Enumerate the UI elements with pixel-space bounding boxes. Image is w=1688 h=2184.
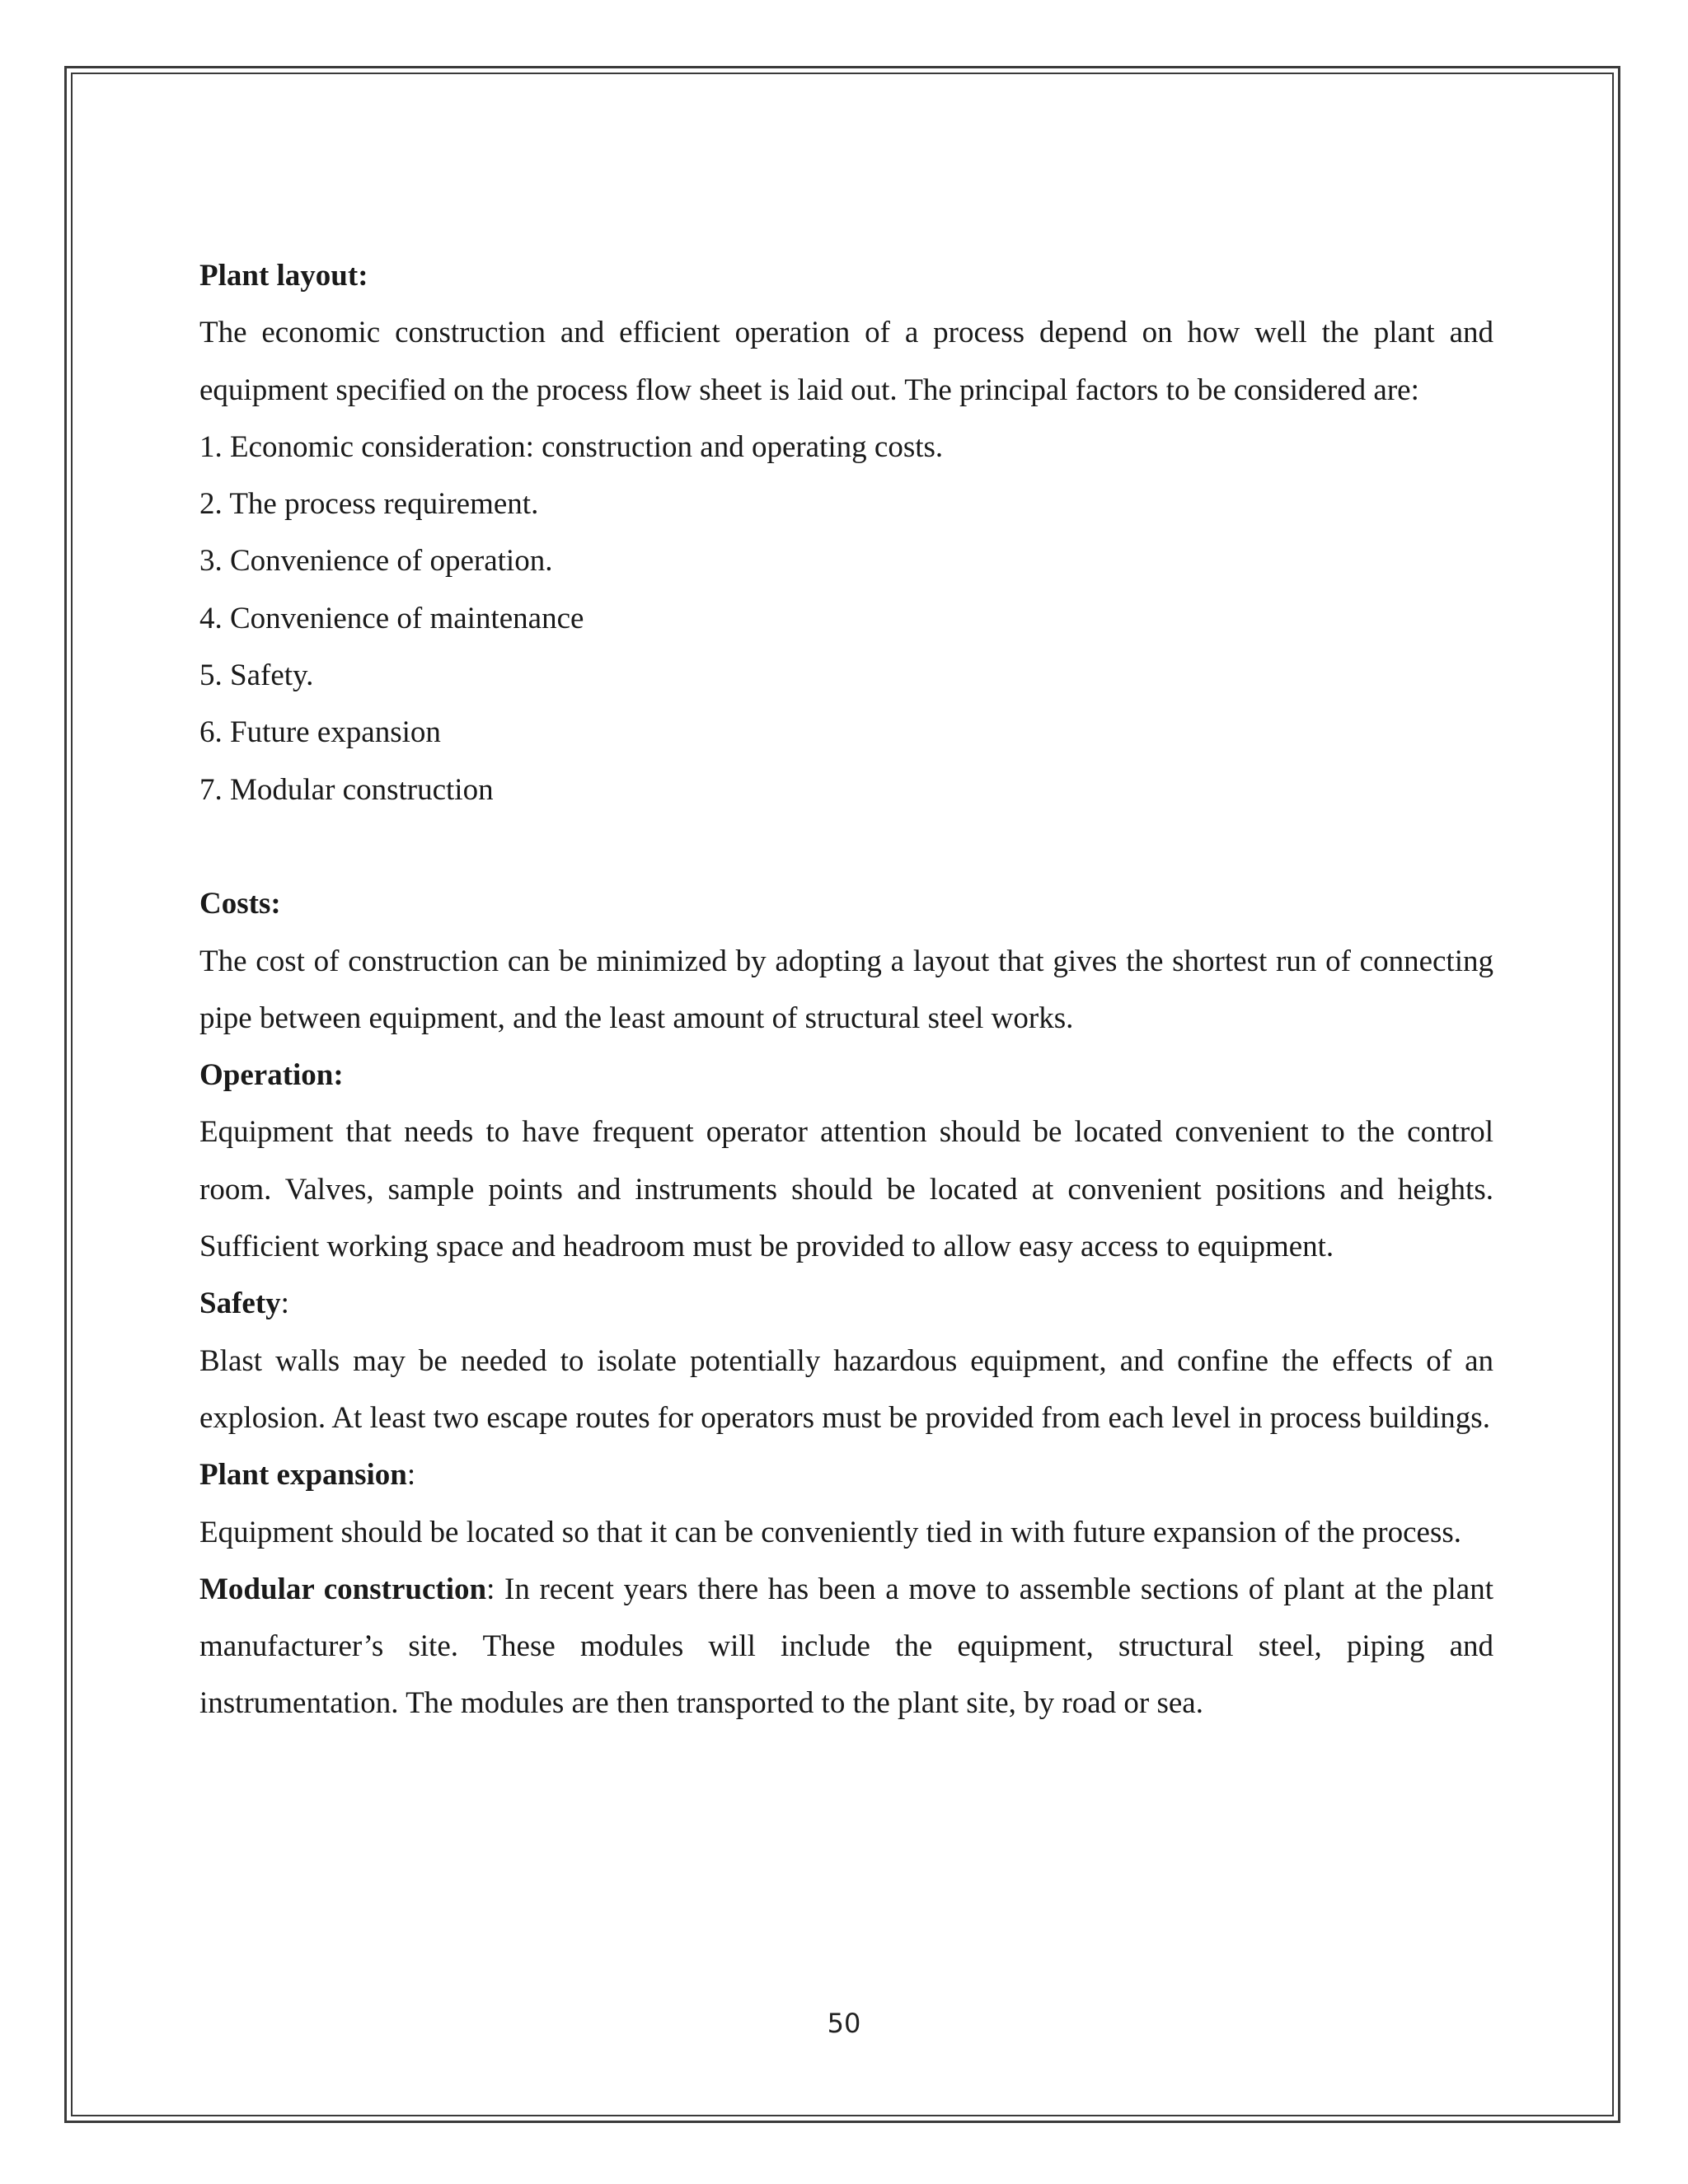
- costs-heading: Costs:: [199, 887, 281, 921]
- factor-item: 5. Safety.: [199, 658, 314, 693]
- safety-heading: Safety: [199, 1286, 281, 1321]
- safety-body: Blast walls may be needed to isolate potentially hazardous equipment, and confine the effects of an explosion. At least two escape routes for operators must be provided from each level in process buildings.: [199, 1343, 1493, 1435]
- factor-item: 7. Modular construction: [199, 772, 494, 807]
- safety-heading-line: [199, 1275, 1493, 1332]
- factor-item: 4. Convenience of maintenance: [199, 601, 584, 635]
- plant-expansion-heading-line: [199, 1446, 1493, 1503]
- section-spacer: [199, 818, 1493, 875]
- plant-expansion-body: Equipment should be located so that it can be conveniently tied in with future expansion of the process.: [199, 1515, 1462, 1549]
- plant-layout-intro: The economic construction and efficient operation of a process depend on how well the plant and equipment specified on the process flow sheet is laid out. The principal factors to be considered are:: [199, 316, 1493, 407]
- operation-body: Equipment that needs to have frequent operator attention should be located convenient to the control room. Valves, sample points and instruments should be located at convenient positions and heights. Sufficient working space and headroom must be provided to allow easy access to equipment.: [199, 1115, 1493, 1264]
- factor-item: 3. Convenience of operation.: [199, 544, 553, 579]
- factor-item: 2. The process requirement.: [199, 487, 539, 522]
- plant-layout-heading: Plant layout:: [199, 259, 368, 293]
- modular-construction-heading: Modular construction: [199, 1572, 487, 1606]
- modular-construction-paragraph: [199, 1561, 1493, 1732]
- plant-expansion-heading: Plant expansion: [199, 1458, 407, 1493]
- plant-expansion-heading-colon: :: [406, 1458, 416, 1493]
- costs-body: The cost of construction can be minimized by adopting a layout that gives the shortest run of connecting pipe between equipment, and the least amount of structural steel works.: [199, 944, 1493, 1035]
- safety-heading-colon: :: [280, 1286, 289, 1321]
- factor-item: 6. Future expansion: [199, 715, 441, 750]
- operation-heading: Operation:: [199, 1058, 344, 1093]
- factor-list: [199, 419, 1493, 818]
- modular-construction-body: : In recent years there has been a move to assemble sections of plant at the plant manufacturer’s site. These modules will include the equipment, structural steel, piping and instrumentation. The modules are then transported to the plant site, by road or sea.: [199, 1572, 1493, 1721]
- factor-item: 1. Economic consideration: construction and operating costs.: [199, 429, 944, 464]
- page-number: 50: [827, 2008, 861, 2039]
- document-body: [199, 247, 1493, 1732]
